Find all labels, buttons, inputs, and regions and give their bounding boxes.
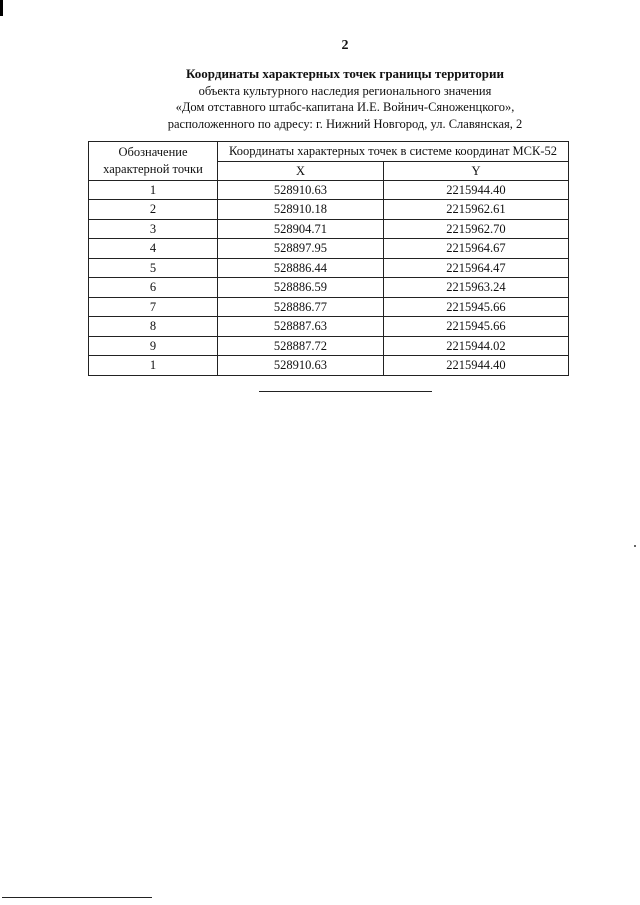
table-row [89, 180, 569, 200]
table-row [89, 258, 569, 278]
cell-x: 528886.59 [218, 278, 384, 298]
cell-y: 2215944.40 [383, 356, 568, 376]
table-row [89, 200, 569, 220]
cell-y: 2215964.47 [383, 258, 568, 278]
cell-y: 2215944.40 [383, 180, 568, 200]
end-of-document-rule [259, 391, 432, 392]
header-coordinate-system: Координаты характерных точек в системе координат МСК-52 [218, 142, 569, 162]
cell-x: 528887.63 [218, 317, 384, 337]
title-line-1: Координаты характерных точек границы территории [186, 66, 504, 81]
table-row [89, 239, 569, 259]
cell-point: 3 [89, 219, 218, 239]
cell-point: 1 [89, 180, 218, 200]
cell-y: 2215964.67 [383, 239, 568, 259]
table-row [89, 336, 569, 356]
page-number: 2 [341, 38, 349, 53]
cell-x: 528897.95 [218, 239, 384, 259]
cell-y: 2215962.70 [383, 219, 568, 239]
document-title [0, 66, 640, 132]
table-row [89, 297, 569, 317]
cell-y: 2215962.61 [383, 200, 568, 220]
cell-x: 528886.44 [218, 258, 384, 278]
cell-point: 8 [89, 317, 218, 337]
table-row [89, 356, 569, 376]
table-row [89, 219, 569, 239]
table-header-row [89, 142, 569, 162]
cell-point: 6 [89, 278, 218, 298]
cell-x: 528910.63 [218, 356, 384, 376]
cell-x: 528886.77 [218, 297, 384, 317]
cell-x: 528910.18 [218, 200, 384, 220]
header-point-designation: Обозначение характерной точки [89, 142, 218, 181]
cell-y: 2215963.24 [383, 278, 568, 298]
title-line-4: расположенного по адресу: г. Нижний Новгород, ул. Славянская, 2 [167, 116, 523, 131]
scan-edge-mark [0, 0, 3, 16]
footnote-rule [2, 897, 152, 898]
cell-point: 1 [89, 356, 218, 376]
cell-x: 528910.63 [218, 180, 384, 200]
header-y: Y [383, 161, 568, 180]
scan-artifact [634, 545, 636, 547]
cell-y: 2215945.66 [383, 297, 568, 317]
cell-y: 2215944.02 [383, 336, 568, 356]
cell-point: 4 [89, 239, 218, 259]
cell-point: 7 [89, 297, 218, 317]
table-row [89, 317, 569, 337]
title-line-2: объекта культурного наследия регионального значения [198, 83, 492, 98]
cell-point: 9 [89, 336, 218, 356]
title-line-3: «Дом отставного штабс-капитана И.Е. Войнич-Сяноженцкого», [175, 100, 515, 114]
header-x: X [218, 161, 384, 180]
cell-point: 5 [89, 258, 218, 278]
cell-y: 2215945.66 [383, 317, 568, 337]
table-row [89, 278, 569, 298]
cell-x: 528887.72 [218, 336, 384, 356]
cell-point: 2 [89, 200, 218, 220]
coordinates-table [88, 141, 569, 376]
cell-x: 528904.71 [218, 219, 384, 239]
